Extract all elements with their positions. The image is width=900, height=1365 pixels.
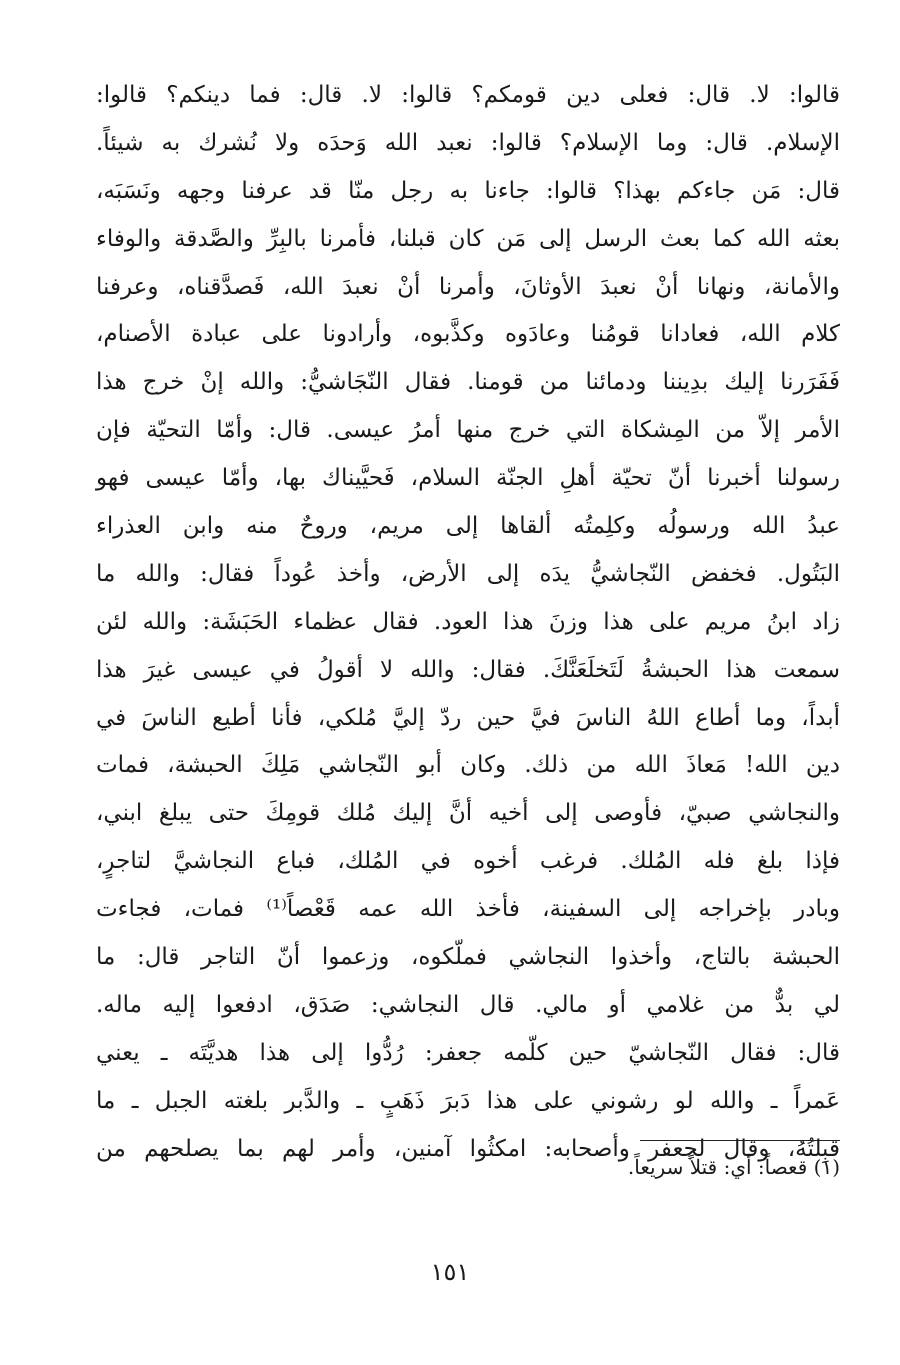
text-line: لي بدٌّ من غلامي أو مالي. قال النجاشي: صَدَق، ادفعوا إليه ماله.	[96, 991, 840, 1018]
text-line: عَمراً ـ والله لو رشوني على هذا دَبرَ ذَهَبٍ ـ والدَّبر بلغته الجبل ـ ما	[96, 1087, 840, 1114]
text-line: الحبشة بالتاج، وأخذوا النجاشي فملّكوه، وزعموا أنّ التاجر قال: ما	[96, 944, 840, 971]
text-line: الأمر إلاّ من المِشكاة التي خرج منها أمرُ عيسى. قال: وأمّا التحيّة فإن	[96, 417, 840, 444]
text-line: رسولنا أخبرنا أنّ تحيّة أهلِ الجنّة السلام، فَحيَّيناك بها، وأمّا عيسى فهو	[96, 465, 840, 492]
text-line: بعثه الله كما بعث الرسل إلى مَن كان قبلنا، فأمرنا بالبِرِّ والصَّدقة والوفاء	[96, 225, 840, 252]
text-line: دين الله! مَعاذَ الله من ذلك. وكان أبو النّجاشي مَلِكَ الحبشة، فمات	[96, 752, 840, 779]
text-line: سمعت هذا الحبشةُ لَتَخلَعَنَّكَ. فقال: والله لا أقولُ في عيسى غيرَ هذا	[96, 656, 840, 683]
text-line: الإسلام. قال: وما الإسلام؟ قالوا: نعبد الله وَحدَه ولا نُشرك به شيئاً.	[96, 129, 840, 156]
text-line: كلام الله، فعادانا قومُنا وعادَوه وكذَّبوه، وأرادونا على عبادة الأصنام،	[96, 321, 840, 348]
page-number: ١٥١	[430, 1258, 470, 1286]
text-line: قال: مَن جاءكم بهذا؟ قالوا: جاءنا به رجل منّا قد عرفنا وجهه ونَسَبَه،	[96, 177, 840, 204]
text-line: زاد ابنُ مريم على هذا وزنَ هذا العود. فقال عظماء الحَبَشَة: والله لئن	[96, 608, 840, 635]
text-line: والنجاشي صبيّ، فأوصى إلى أخيه أنَّ إليك مُلك قومِكَ حتى يبلغ ابني،	[96, 800, 840, 827]
text-line: فَفَرَرنا إليك بدِيننا ودمائنا من قومنا. فقال النّجَاشيُّ: والله إنْ خرج هذا	[96, 369, 840, 396]
body-text	[96, 72, 840, 1173]
text-line: وبادر بإخراجه إلى السفينة، فأخذ الله عمه قَعْصاً⁽¹⁾ فمات، فجاءت	[96, 896, 841, 923]
text-line: قال: فقال النّجاشيّ حين كلّمه جعفر: رُدُّوا إلى هذا هديَّتَه ـ يعني	[96, 1039, 840, 1066]
footnote-divider	[640, 1140, 840, 1141]
text-line: قبِلتُهُ، وقال لجعفر وأصحابه: امكثُوا آمنين، وأمر لهم بما يصلحهم من	[96, 1135, 840, 1162]
text-line: البَتُول. فخفض النّجاشيُّ يدَه إلى الأرض، وأخذ عُوداً فقال: والله ما	[96, 560, 840, 587]
text-line: قالوا: لا. قال: فعلى دين قومكم؟ قالوا: لا. قال: فما دينكم؟ قالوا:	[96, 82, 840, 108]
text-line: والأمانة، ونهانا أنْ نعبدَ الأوثانَ، وأمرنا أنْ نعبدَ الله، فَصدَّقناه، وعرفنا	[96, 273, 840, 300]
text-line: فإذا بلغ فله المُلك. فرغب أخوه في المُلك، فباع النجاشيَّ لتاجرٍ،	[96, 848, 840, 875]
footnote: (١) قعصاً: أي: قتلاً سريعاً.	[627, 1155, 840, 1179]
text-line: عبدُ الله ورسولُه وكلِمتُه ألقاها إلى مريم، وروحٌ منه وابن العذراء	[96, 513, 840, 540]
text-line: أبداً، وما أطاع اللهُ الناسَ فيَّ حين ردّ إليَّ مُلكي، فأنا أطيع الناسَ في	[96, 704, 840, 731]
